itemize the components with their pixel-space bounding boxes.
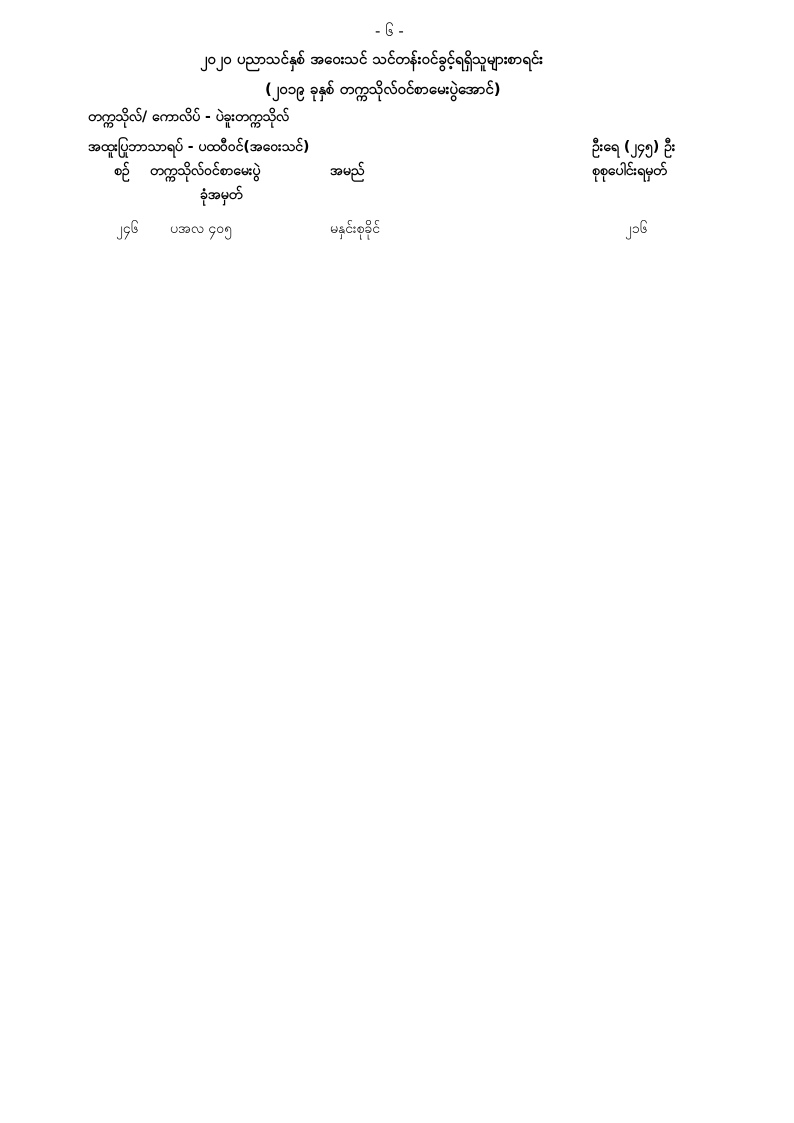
column-header-total: စုစုပေါင်းရမှတ် bbox=[592, 163, 667, 179]
column-header-exam-line2: ခုံအမှတ် bbox=[200, 187, 243, 203]
column-header-name: အမည် bbox=[330, 163, 365, 179]
university-label: တက္ကသိုလ်/ ကောလိပ် - ပဲခူးတက္ကသိုလ် bbox=[88, 109, 290, 125]
row-name: မနှင်းစုခိုင် bbox=[330, 221, 381, 237]
row-total: ၂၁၆ bbox=[625, 221, 648, 237]
department-label: အထူးပြုဘာသာရပ် - ပထဝီဝင်(အဝေးသင်) bbox=[88, 139, 310, 155]
student-count: ဦးရေ (၂၄၅) ဦး bbox=[592, 139, 676, 155]
column-header-no: စဉ် bbox=[114, 163, 130, 179]
row-number: ၂၄၆ bbox=[116, 221, 139, 237]
document-subtitle: (၂၀၁၉ ခုနှစ် တက္ကသိုလ်ဝင်စာမေးပွဲအောင်) bbox=[265, 80, 501, 98]
document-title: ၂၀၂၀ ပညာသင်နှစ် အဝေးသင် သင်တန်းဝင်ခွင့်ရရှိသူများစာရင်း bbox=[200, 50, 543, 68]
row-exam-number: ပအလ ၄၀၅ bbox=[170, 221, 233, 237]
page-number: - ၆ - bbox=[375, 22, 404, 40]
column-header-exam: တက္ကသိုလ်ဝင်စာမေးပွဲ bbox=[150, 163, 261, 179]
